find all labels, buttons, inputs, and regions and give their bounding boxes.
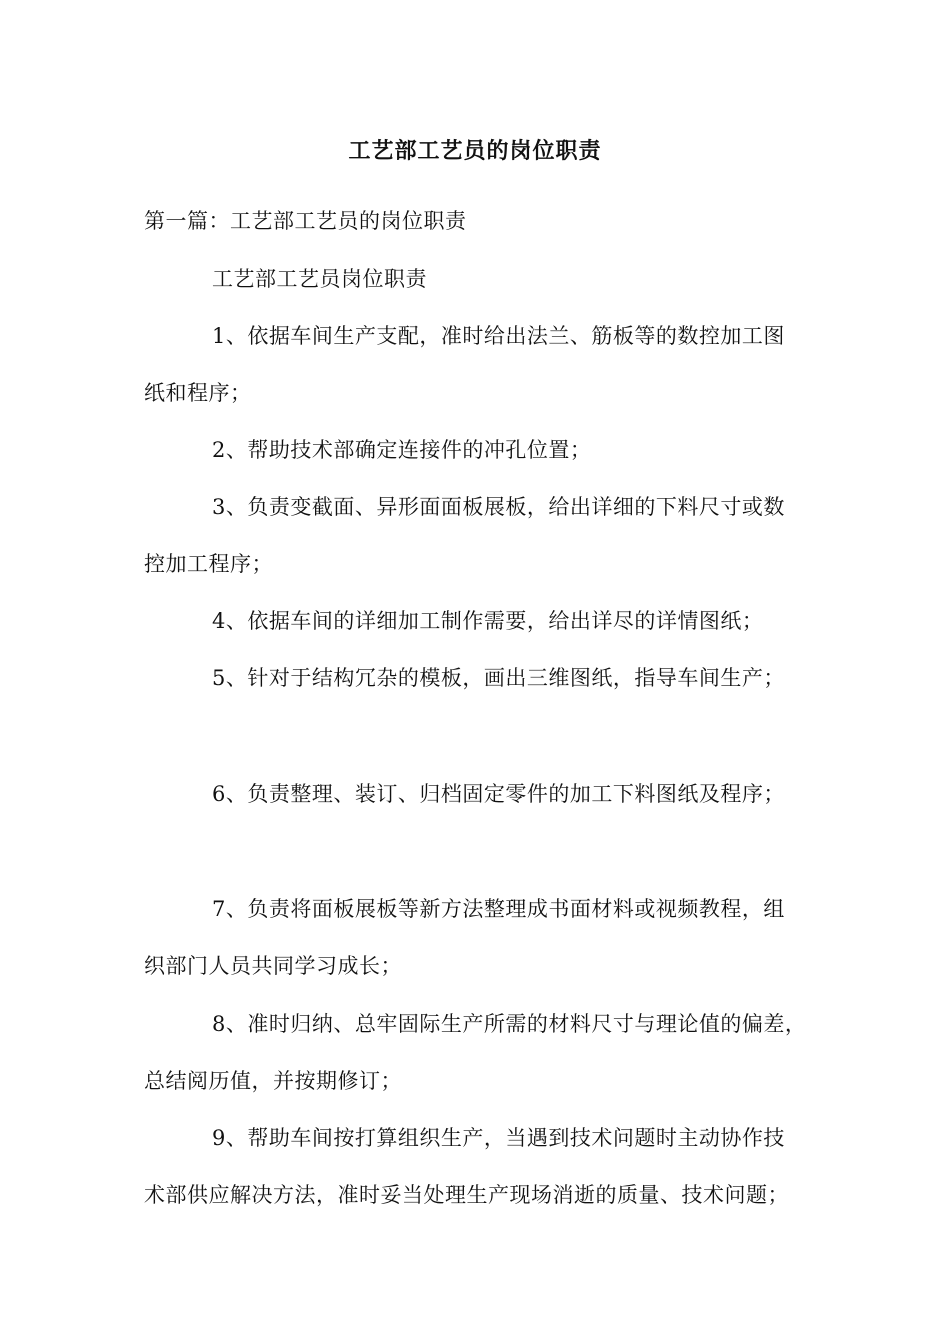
item-7-line-1: 7、负责将面板展板等新方法整理成书面材料或视频教程，组 [212,897,785,921]
item-3-line-2: 控加工程序； [144,552,273,576]
item-2-line-1: 2、帮助技术部确定连接件的冲孔位置； [212,438,592,462]
item-9-line-2: 术部供应解决方法，准时妥当处理生产现场消逝的质量、技术问题； [144,1183,789,1207]
item-8-line-2: 总结阅历值，并按期修订； [144,1069,402,1093]
document-title: 工艺部工艺员的岗位职责 [348,138,602,164]
item-3-line-1: 3、负责变截面、异形面面板展板，给出详细的下料尺寸或数 [212,495,785,519]
item-4-line-1: 4、依据车间的详细加工制作需要，给出详尽的详情图纸； [212,609,764,633]
item-6-line-1: 6、负责整理、装订、归档固定零件的加工下料图纸及程序； [212,782,785,806]
item-8-line-1: 8、准时归纳、总牢固际生产所需的材料尺寸与理论值的偏差， [212,1012,807,1036]
item-5-line-1: 5、针对于结构冗杂的模板，画出三维图纸，指导车间生产； [212,666,785,690]
item-9-line-1: 9、帮助车间按打算组织生产，当遇到技术问题时主动协作技 [212,1126,785,1150]
subheading: 工艺部工艺员岗位职责 [212,267,427,291]
item-1-line-1: 1、依据车间生产支配，准时给出法兰、筋板等的数控加工图 [212,324,785,348]
section-heading: 第一篇：工艺部工艺员的岗位职责 [144,209,467,233]
item-7-line-2: 织部门人员共同学习成长； [144,954,402,978]
item-1-line-2: 纸和程序； [144,381,252,405]
